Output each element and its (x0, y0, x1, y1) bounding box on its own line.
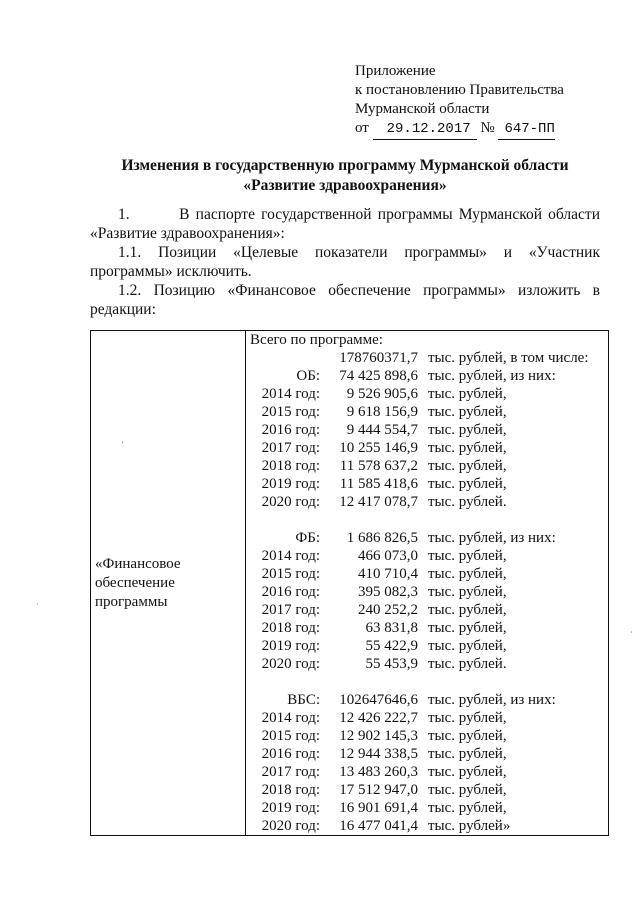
ob-year-row (250, 493, 608, 511)
total-unit: тыс. рублей, в том числе: (428, 350, 589, 366)
ob-year-year: 2014 год: (261, 386, 320, 402)
vbs-year-value: 16 901 691,4 (339, 800, 418, 816)
ob-year-row (250, 385, 608, 403)
vbs-year-unit: тыс. рублей» (428, 818, 511, 834)
ob-year-unit: тыс. рублей, (428, 458, 507, 474)
ob-year-year: 2018 год: (261, 458, 320, 474)
vbs-year-row (250, 817, 608, 835)
paragraph-3-head: 1.2. Позицию «Финансовое обеспечение программы» изложить в (118, 282, 600, 299)
paragraph-2-tail: программы» исключить. (90, 263, 252, 280)
annex-date-line (355, 119, 564, 140)
vbs-year-unit: тыс. рублей, (428, 800, 507, 816)
vbs-year-unit: тыс. рублей, (428, 710, 507, 726)
vbs-year-year: 2014 год: (261, 710, 320, 726)
ob-year-row (250, 475, 608, 493)
title-line-1: Изменения в государственную программу Мурманской области (121, 157, 569, 174)
fb-year-unit: тыс. рублей, (428, 548, 507, 564)
fb-year-year: 2018 год: (261, 620, 320, 636)
financing-label: «Финансовое обеспечение программы (91, 331, 246, 836)
fb-year-unit: тыс. рублей. (428, 656, 507, 672)
ob-year-year: 2016 год: (261, 422, 320, 438)
ob-year-unit: тыс. рублей, (428, 440, 507, 456)
fb-year-value: 240 252,2 (358, 602, 418, 618)
fb-year-row (250, 619, 608, 637)
fb-year-value: 55 453,9 (365, 656, 418, 672)
fb-year-value: 410 710,4 (358, 566, 418, 582)
vbs-total-label: ВБС: (287, 692, 320, 708)
fb-year-value: 466 073,0 (358, 548, 418, 564)
ob-year-value: 11 578 637,2 (339, 458, 418, 474)
ob-year-unit: тыс. рублей, (428, 422, 507, 438)
annex-line-3: Мурманской области (355, 101, 490, 117)
ob-year-unit: тыс. рублей. (428, 494, 507, 510)
fb-year-row (250, 637, 608, 655)
fb-year-row (250, 655, 608, 673)
ob-year-value: 11 585 418,6 (339, 476, 418, 492)
fb-year-unit: тыс. рублей, (428, 638, 507, 654)
fb-year-value: 395 082,3 (358, 584, 418, 600)
vbs-year-year: 2016 год: (261, 746, 320, 762)
fb-year-unit: тыс. рублей, (428, 566, 507, 582)
paragraph-3-tail: редакции: (90, 301, 156, 318)
total-header (250, 331, 608, 349)
ob-year-unit: тыс. рублей, (428, 404, 507, 420)
vbs-year-unit: тыс. рублей, (428, 728, 507, 744)
ob-year-unit: тыс. рублей, (428, 476, 507, 492)
ob-year-value: 9 526 905,6 (346, 386, 418, 402)
total-header-text: Всего по программе: (250, 332, 383, 348)
scan-speck: · (630, 628, 633, 637)
vbs-year-unit: тыс. рублей, (428, 746, 507, 762)
vbs-year-value: 13 483 260,3 (339, 764, 418, 780)
fb-year-year: 2017 год: (261, 602, 320, 618)
ob-total-label: ОБ: (296, 368, 320, 384)
section-gap (250, 511, 608, 529)
fb-year-year: 2014 год: (261, 548, 320, 564)
ob-year-row (250, 457, 608, 475)
fb-total-value: 1 686 826,5 (346, 530, 418, 546)
ob-year-year: 2020 год: (261, 494, 320, 510)
fb-year-unit: тыс. рублей, (428, 584, 507, 600)
total-value: 178760371,7 (339, 350, 418, 366)
ob-year-unit: тыс. рублей, (428, 386, 507, 402)
fb-year-year: 2019 год: (261, 638, 320, 654)
document-title (90, 156, 600, 196)
ob-year-row (250, 421, 608, 439)
ob-year-value: 12 417 078,7 (339, 494, 418, 510)
annex-date: 29.12.2017 (373, 120, 477, 140)
section-gap (250, 673, 608, 691)
fb-year-value: 55 422,9 (365, 638, 418, 654)
vbs-total-row (250, 691, 608, 709)
vbs-year-year: 2019 год: (261, 800, 320, 816)
ob-year-value: 9 444 554,7 (346, 422, 418, 438)
fb-total-unit: тыс. рублей, из них: (428, 530, 556, 546)
vbs-year-row (250, 745, 608, 763)
fb-total-label: ФБ: (295, 530, 320, 546)
annex-line-2: к постановлению Правительства (355, 82, 564, 98)
ob-year-year: 2015 год: (261, 404, 320, 420)
total-row (250, 349, 608, 367)
fb-year-row (250, 583, 608, 601)
vbs-year-year: 2017 год: (261, 764, 320, 780)
ob-year-row (250, 439, 608, 457)
vbs-year-unit: тыс. рублей, (428, 782, 507, 798)
vbs-total-unit: тыс. рублей, из них: (428, 692, 556, 708)
ob-total-row (250, 367, 608, 385)
vbs-year-year: 2015 год: (261, 728, 320, 744)
vbs-year-year: 2018 год: (261, 782, 320, 798)
number-sign: № (480, 120, 495, 136)
vbs-year-row (250, 763, 608, 781)
paragraph-1 (90, 205, 600, 224)
vbs-year-value: 12 944 338,5 (339, 746, 418, 762)
annex-number: 647-ПП (498, 120, 554, 140)
financing-table (90, 330, 609, 836)
ob-year-value: 10 255 146,9 (339, 440, 418, 456)
annex-block (355, 62, 564, 140)
body-text (90, 205, 600, 319)
ob-total-value: 74 425 898,6 (339, 368, 418, 384)
title-line-2: «Развитие здравоохранения» (243, 177, 447, 194)
fb-year-value: 63 831,8 (365, 620, 418, 636)
fb-year-row (250, 601, 608, 619)
vbs-total-value: 102647646,6 (339, 692, 418, 708)
fb-year-row (250, 547, 608, 565)
financing-data (246, 331, 609, 836)
paragraph-3 (90, 281, 600, 300)
fb-total-row (250, 529, 608, 547)
vbs-year-value: 16 477 041,4 (339, 818, 418, 834)
ob-year-year: 2017 год: (261, 440, 320, 456)
date-prefix: от (355, 120, 369, 136)
ob-total-unit: тыс. рублей, из них: (428, 368, 556, 384)
fb-year-unit: тыс. рублей, (428, 602, 507, 618)
vbs-year-row (250, 727, 608, 745)
paragraph-2 (90, 243, 600, 262)
fb-year-row (250, 565, 608, 583)
vbs-year-row (250, 799, 608, 817)
ob-year-value: 9 618 156,9 (346, 404, 418, 420)
paragraph-1-head: 1. В паспорте государственной программы Мурманской области (118, 206, 600, 223)
annex-line-1: Приложение (355, 63, 436, 79)
total-label-spacer (250, 349, 324, 367)
fb-year-year: 2020 год: (261, 656, 320, 672)
fb-year-unit: тыс. рублей, (428, 620, 507, 636)
vbs-year-unit: тыс. рублей, (428, 764, 507, 780)
vbs-year-row (250, 709, 608, 727)
vbs-year-value: 12 426 222,7 (339, 710, 418, 726)
paragraph-2-head: 1.1. Позиции «Целевые показатели программы» и «Участник (118, 244, 600, 261)
vbs-year-year: 2020 год: (261, 818, 320, 834)
vbs-year-value: 17 512 947,0 (339, 782, 418, 798)
paragraph-1-tail: «Развитие здравоохранения»: (90, 225, 285, 242)
ob-year-row (250, 403, 608, 421)
scan-speck: ' (122, 440, 124, 449)
ob-year-year: 2019 год: (261, 476, 320, 492)
scan-speck: · (36, 600, 39, 609)
fb-year-year: 2015 год: (261, 566, 320, 582)
vbs-year-row (250, 781, 608, 799)
fb-year-year: 2016 год: (261, 584, 320, 600)
vbs-year-value: 12 902 145,3 (339, 728, 418, 744)
